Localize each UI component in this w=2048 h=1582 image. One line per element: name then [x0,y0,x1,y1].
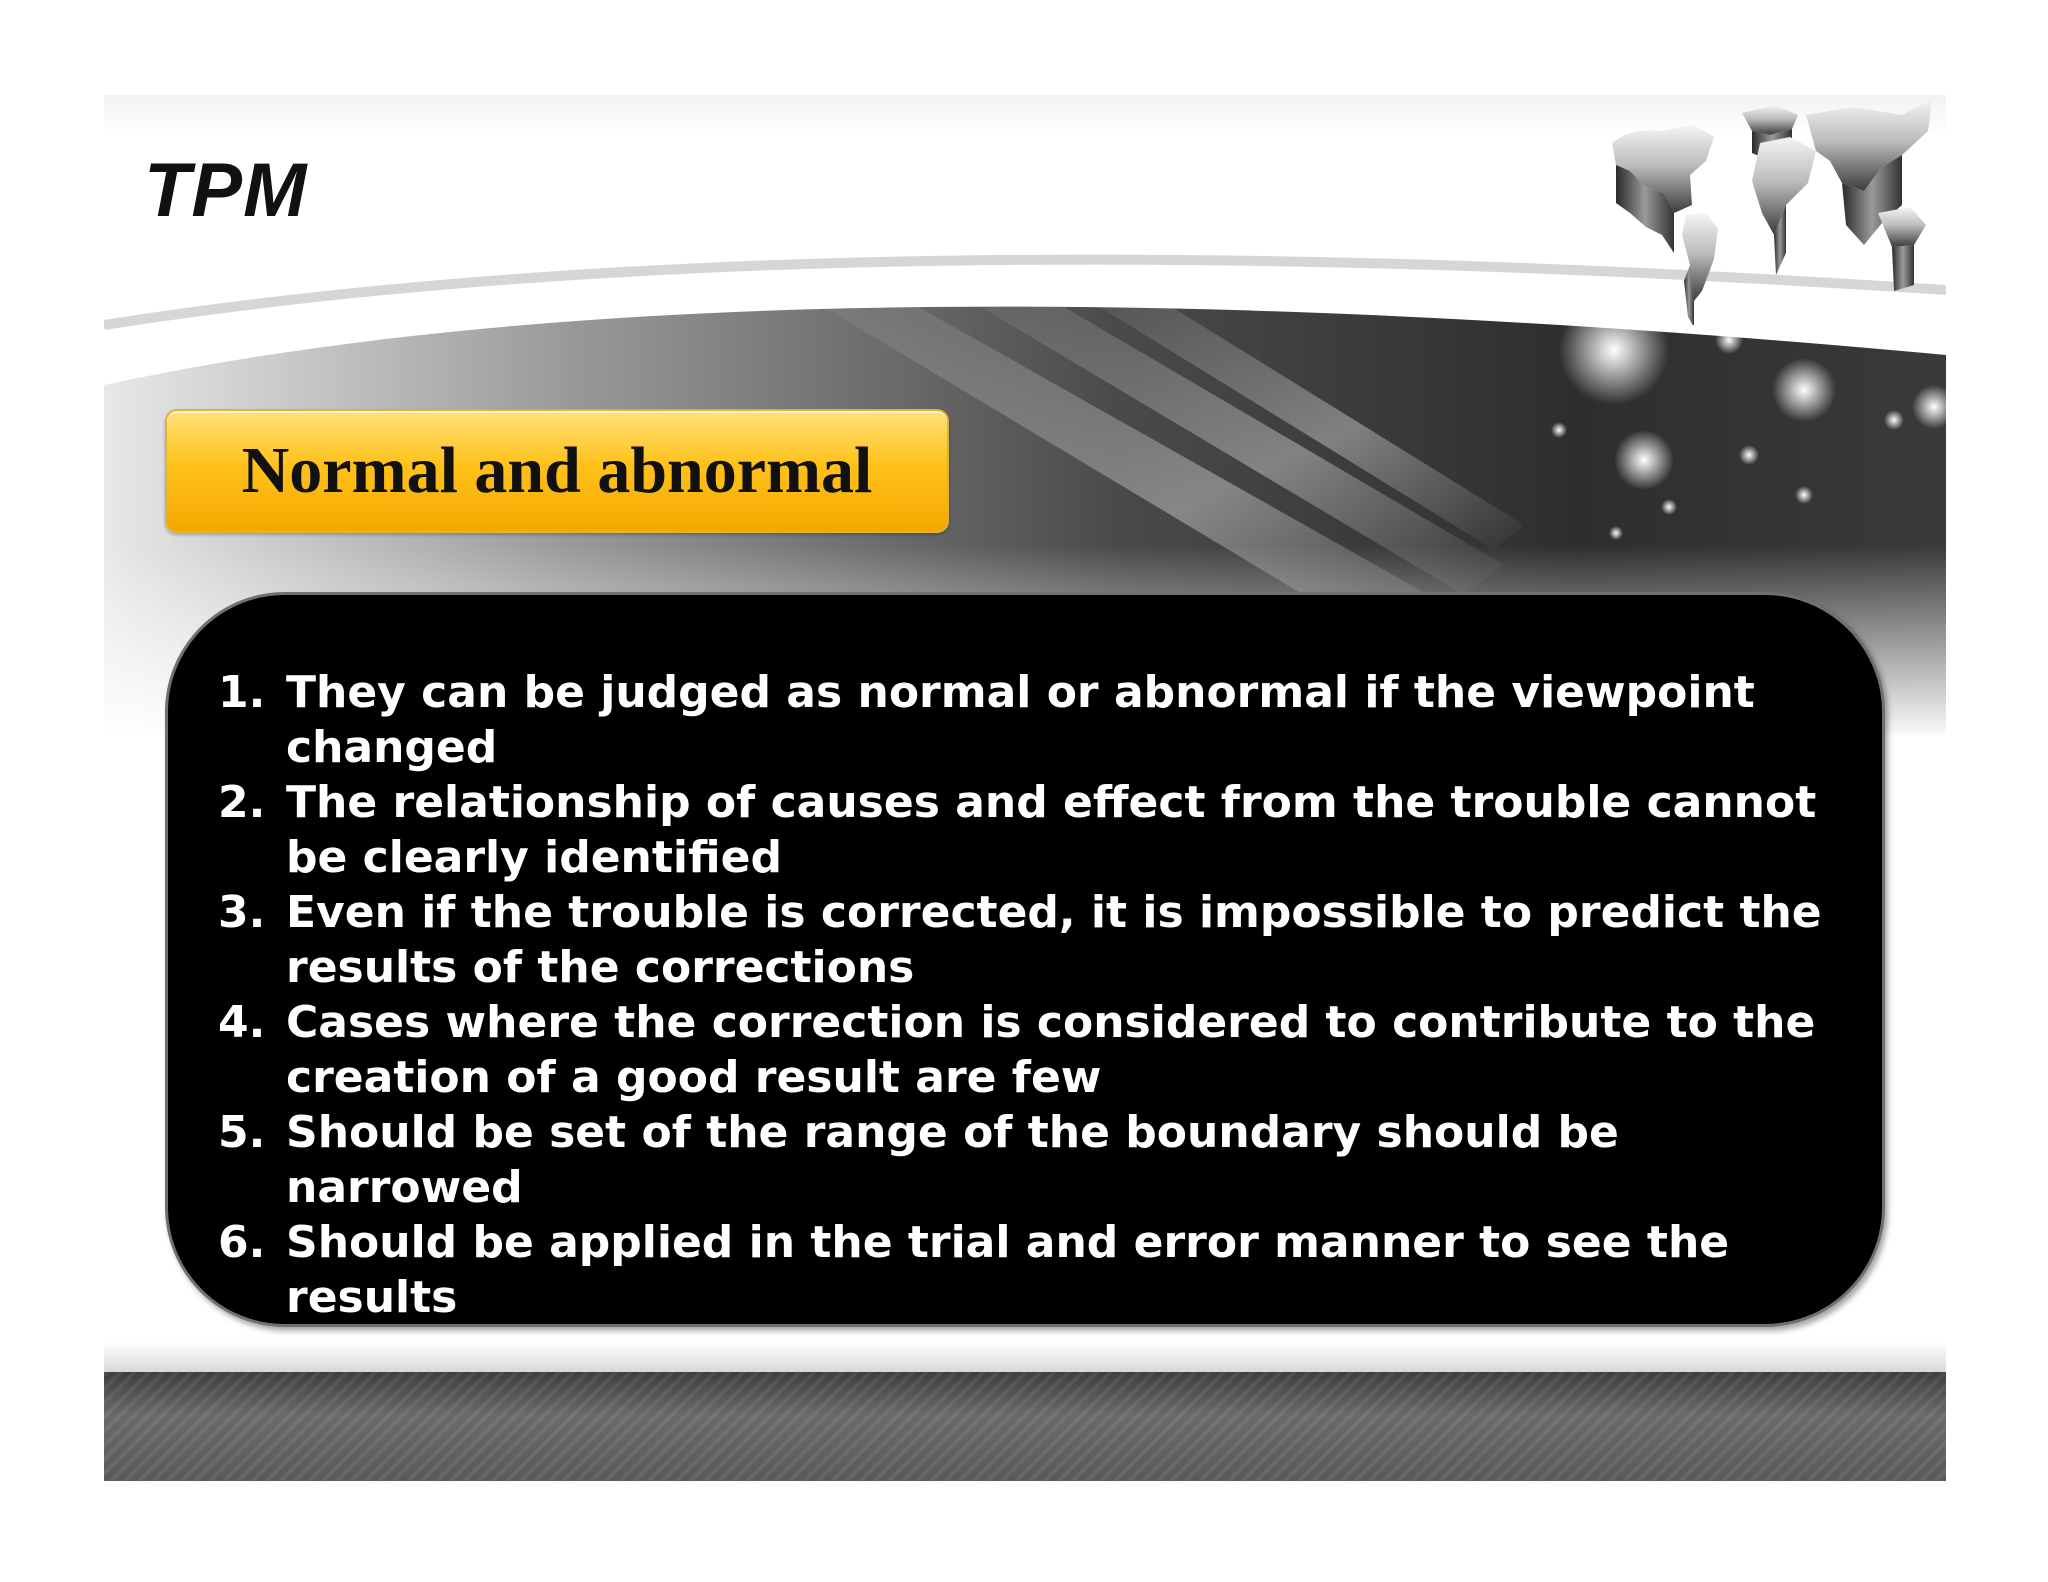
point-number: 1. [218,667,266,718]
slide-title: TPM [144,148,308,233]
point-number: 6. [218,1217,266,1268]
point-text: Should be set of the range of the boundary should be narrowed [286,1107,1619,1213]
section-title: Normal and abnormal [241,434,873,507]
point-text: They can be judged as normal or abnormal if the viewpoint changed [286,667,1755,773]
point-number: 4. [218,997,266,1048]
point-list [218,665,1868,1325]
footer-band [104,1372,1946,1481]
list-item [218,1105,1868,1215]
section-title-badge [165,409,949,533]
slide [104,95,1946,1481]
point-text: Should be applied in the trial and error manner to see the results [286,1217,1730,1323]
point-text: Even if the trouble is corrected, it is impossible to predict the results of the corrections [286,887,1822,993]
list-item [218,1215,1868,1325]
point-text: The relationship of causes and effect from the trouble cannot be clearly identified [286,777,1817,883]
footer-fade [104,1342,1946,1372]
point-number: 5. [218,1107,266,1158]
list-item [218,995,1868,1105]
list-item [218,885,1868,995]
world-map-icon [1602,95,1942,325]
point-number: 2. [218,777,266,828]
list-item [218,665,1868,775]
point-text: Cases where the correction is considered to contribute to the creation of a good result are few [286,997,1816,1103]
list-item [218,775,1868,885]
point-number: 3. [218,887,266,938]
content-box [165,592,1885,1327]
